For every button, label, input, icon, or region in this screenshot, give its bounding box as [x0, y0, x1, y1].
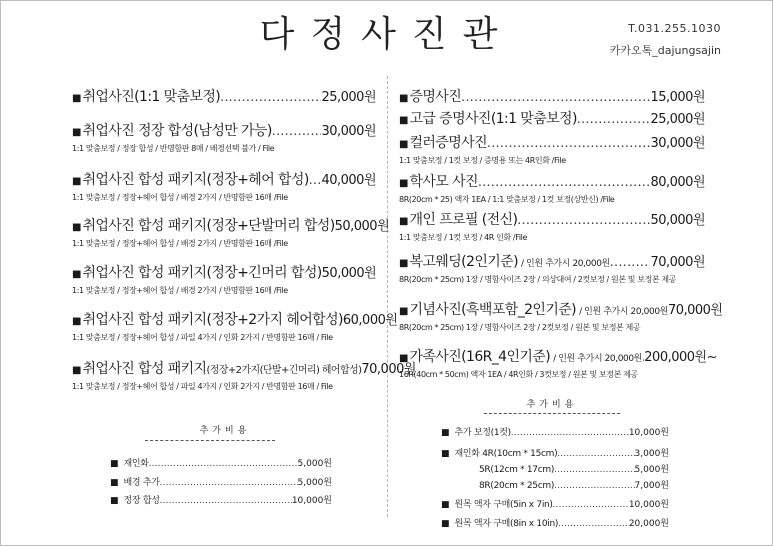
menu-item	[72, 358, 416, 392]
leader-dots	[554, 465, 634, 474]
extra-name: 원목 액자 구매(8in x 10in)	[454, 519, 559, 529]
item-description: 1:1 맞춤보정 / 정장+헤어 합성 / 배경 2가지 / 반명함판 16매 /File	[72, 239, 288, 248]
item-price: 25,000원	[321, 90, 376, 105]
item-description: 1:1 맞춤보정 / 정장+헤어 합성 / 배경 2가지 / 반명함판 16매 /File	[72, 193, 288, 202]
extra-name: 5R(12cm * 17cm)	[479, 465, 555, 475]
item-name: 고급 증명사진(1:1 맞춤보정)	[409, 111, 577, 127]
item-description: 1:1 맞춤보정 / 정장 합성 / 반명함판 8매 / 배경선택 불가 / File	[72, 144, 275, 153]
bullet-icon: ■	[72, 222, 82, 233]
extra-name: 8R(20cm * 25cm)	[479, 481, 555, 491]
menu-item	[72, 86, 376, 106]
menu-item	[399, 132, 705, 166]
item-description: 1:1 맞춤보정 / 1컷 보정 / 증명용 또는 4R인화 /File	[399, 156, 566, 165]
extra-name: 재인화 4R(10cm * 15cm)	[454, 449, 558, 459]
leader-dots	[160, 496, 292, 505]
menu-item	[399, 86, 705, 106]
item-note: / 인원 추가시 20,000원	[520, 259, 610, 269]
item-name: 취업사진 합성 패키지(정장+헤어 합성)	[82, 172, 309, 188]
item-description: 16R(40cm * 50cm) 액자 1EA / 4R인화 / 3컷보정 / 원본 및 보정본 제공	[399, 370, 638, 379]
extra-cost-row	[441, 497, 669, 510]
item-description: 1:1 맞춤보정 / 1컷 보정 / 4R 인화 /File	[399, 233, 527, 242]
item-name: 복고웨딩(2인기준)	[409, 254, 518, 270]
item-price: 50,000원	[334, 219, 390, 234]
menu-item	[399, 108, 705, 128]
extra-price: 10,000원	[628, 428, 669, 438]
bullet-icon: ■	[72, 176, 82, 187]
leader-dots	[220, 90, 321, 104]
item-price: 25,000원	[650, 112, 705, 127]
bullet-icon: ■	[399, 216, 409, 227]
item-name: 취업사진(1:1 맞춤보정)	[82, 89, 221, 105]
bullet-icon: ■	[72, 127, 82, 138]
bullet-icon: ■	[399, 178, 409, 189]
extra-name: 원목 액자 구매(5in x 7in)	[454, 500, 553, 510]
item-name-sub: (정장+2가지(단발+긴머리) 헤어합성)	[206, 365, 362, 376]
item-price: 80,000원	[650, 175, 705, 190]
extra-cost-heading: 추가비용	[199, 426, 251, 436]
extra-cost-heading: 추가비용	[526, 400, 578, 410]
bullet-icon: ■	[441, 519, 450, 529]
leader-dots	[461, 90, 650, 104]
extra-name: 정장 합성	[123, 496, 160, 506]
leader-dots	[511, 428, 629, 437]
menu-item	[72, 169, 376, 203]
item-name: 증명사진	[409, 89, 462, 105]
item-name: 학사모 사진	[409, 174, 478, 190]
extra-cost-row	[479, 478, 669, 491]
kakao-id: 카카오톡_dajungsajin	[609, 44, 721, 57]
bullet-icon: ■	[399, 258, 409, 269]
item-description: 1:1 맞춤보정 / 정장+헤어 합성 / 배경 2가지 / 반명함판 16매 /File	[72, 286, 288, 295]
item-name: 취업사진 정장 합성(남성만 가능)	[82, 123, 272, 139]
menu-item	[399, 299, 723, 333]
heading-underline	[484, 413, 620, 414]
menu-item	[399, 209, 705, 243]
bullet-icon: ■	[441, 500, 450, 510]
leader-dots	[610, 255, 651, 269]
page-title: 다정사진관	[259, 14, 514, 55]
heading-underline	[145, 440, 275, 441]
bullet-icon: ■	[399, 353, 409, 364]
bullet-icon: ■	[441, 449, 450, 459]
leader-dots	[517, 213, 650, 227]
bullet-icon: ■	[72, 316, 82, 327]
bullet-icon: ■	[399, 93, 409, 104]
item-name: 개인 프로필 (전신)	[409, 212, 518, 228]
leader-dots	[577, 112, 651, 126]
column-divider	[387, 76, 388, 517]
item-price: 200,000원~	[644, 350, 717, 365]
item-name: 취업사진 합성 패키지(정장+긴머리 합성)	[82, 265, 322, 281]
extra-price: 20,000원	[628, 519, 669, 529]
leader-dots	[272, 124, 322, 138]
item-name	[82, 358, 361, 378]
extra-name: 재인화	[123, 459, 149, 469]
item-price: 50,000원	[650, 213, 705, 228]
item-price: 70,000원	[667, 303, 723, 318]
leader-dots	[149, 459, 298, 468]
phone-number: T.031.255.1030	[628, 22, 721, 35]
extra-name: 추가 보정(1컷)	[454, 428, 511, 438]
extra-cost-row	[110, 456, 332, 469]
menu-item	[72, 120, 376, 154]
bullet-icon: ■	[110, 459, 119, 469]
bullet-icon: ■	[110, 478, 119, 488]
leader-dots	[554, 481, 634, 490]
item-note: / 인원 추가시 20,000원	[579, 307, 668, 317]
leader-dots	[557, 449, 634, 458]
bullet-icon: ■	[72, 93, 82, 104]
item-price: 50,000원	[321, 266, 377, 281]
leader-dots	[553, 500, 629, 509]
extra-cost-row	[441, 446, 669, 459]
menu-item	[72, 262, 376, 296]
extra-price: 5,000원	[297, 459, 332, 469]
item-description: 1:1 맞춤보정 / 정장+헤어 합성 / 파일 4가지 / 인화 2가지 / 반명함판 16매 / File	[72, 333, 333, 342]
item-description: 8R(20cm * 25cm) 1장 / 명함사이즈 2장 / 2컷보정 / 원본 및 보정본 제공	[399, 323, 641, 332]
extra-price: 3,000원	[634, 449, 669, 459]
item-price: 70,000원	[361, 362, 416, 377]
bullet-icon: ■	[399, 306, 409, 317]
item-price: 30,000원	[321, 124, 376, 139]
extra-price: 10,000원	[291, 496, 332, 506]
extra-price: 5,000원	[634, 465, 669, 475]
bullet-icon: ■	[72, 365, 82, 376]
leader-dots	[558, 519, 629, 528]
item-name-main: 취업사진 합성 패키지	[82, 361, 207, 377]
menu-item	[399, 171, 705, 205]
extra-price: 7,000원	[634, 481, 669, 491]
item-name: 기념사진(흑백포함_2인기준)	[409, 302, 577, 318]
item-name: 가족사진(16R_4인기준)	[409, 349, 551, 365]
menu-item	[399, 251, 705, 285]
leader-dots	[160, 478, 298, 487]
leader-dots	[487, 136, 650, 150]
menu-item	[72, 309, 398, 343]
item-price: 30,000원	[650, 136, 705, 151]
item-price: 40,000원	[321, 173, 376, 188]
bullet-icon: ■	[399, 139, 409, 150]
extra-cost-row	[441, 516, 669, 529]
extra-price: 10,000원	[628, 500, 669, 510]
bullet-icon: ■	[110, 496, 119, 506]
item-description: 8R(20cm * 25cm) 1장 / 명함사이즈 2장 / 의상대여 / 2컷보정 / 원본 및 보정본 제공	[399, 275, 677, 284]
menu-item	[399, 346, 717, 380]
extra-price: 5,000원	[297, 478, 332, 488]
item-description: 1:1 맞춤보정 / 정장+헤어 합성 / 파일 4가지 / 인화 2가지 / 반명함판 16매 / File	[72, 382, 333, 391]
extra-name: 배경 추가	[123, 478, 160, 488]
extra-cost-row	[441, 425, 669, 438]
item-description: 8R(20cm * 25) 액자 1EA / 1:1 맞춤보정 / 1컷 보정(상반신) /File	[399, 195, 615, 204]
bullet-icon: ■	[399, 115, 409, 126]
item-note: / 인원 추가시 20,000원	[553, 354, 642, 364]
item-price: 60,000원	[342, 313, 398, 328]
item-price: 70,000원	[650, 255, 705, 270]
item-name: 취업사진 합성 패키지(정장+2가지 헤어합성)	[82, 312, 343, 328]
extra-cost-row	[479, 462, 669, 475]
item-name: 컬러증명사진	[409, 135, 487, 151]
leader-dots	[478, 175, 651, 189]
extra-cost-row	[110, 475, 332, 488]
extra-cost-row	[110, 493, 332, 506]
menu-item	[72, 215, 390, 249]
item-price: 15,000원	[650, 90, 705, 105]
bullet-icon: ■	[72, 269, 82, 280]
leader-dots	[309, 173, 322, 187]
bullet-icon: ■	[441, 428, 450, 438]
item-name: 취업사진 합성 패키지(정장+단발머리 합성)	[82, 218, 335, 234]
